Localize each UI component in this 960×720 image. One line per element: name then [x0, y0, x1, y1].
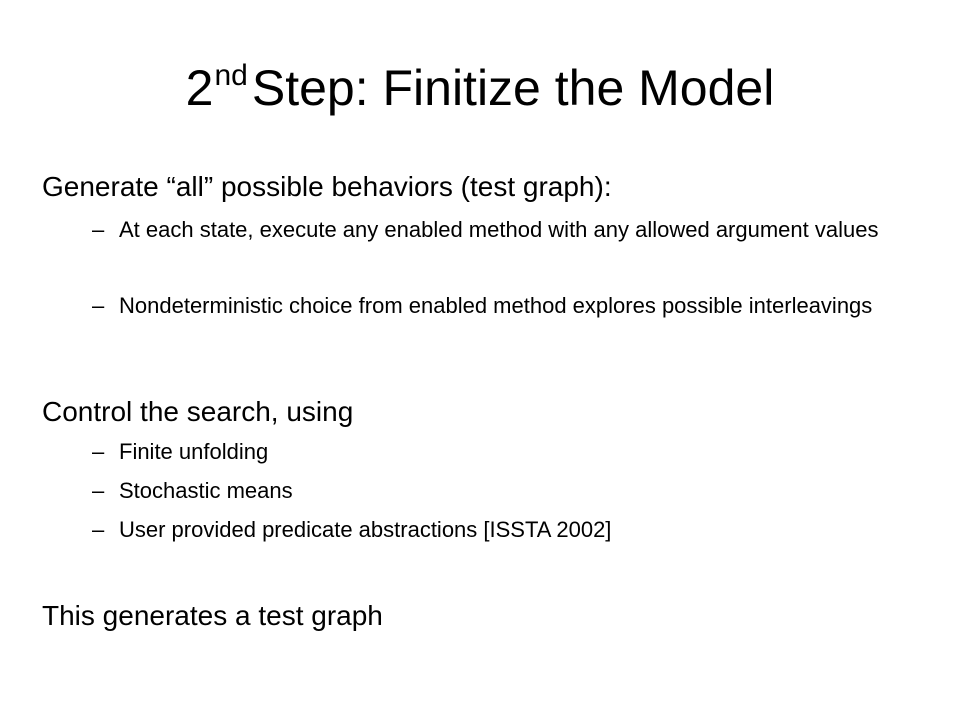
sub-bullet-finite-unfolding	[92, 440, 912, 464]
slide-title	[0, 58, 960, 118]
bullet-control-search: Control the search, using	[42, 396, 354, 427]
dash-marker: –	[92, 293, 105, 318]
dash-marker: –	[92, 478, 105, 503]
title-text: Step: Finitize the Model	[251, 60, 775, 116]
sub-bullet-text: Nondeterministic choice from enabled method explores possible interleavings	[119, 293, 873, 318]
sub-bullet-text: At each state, execute any enabled method with any allowed argument values	[119, 217, 879, 242]
dash-marker: –	[92, 217, 105, 242]
sub-bullet-stochastic-means	[92, 479, 912, 503]
bullet-generate-behaviors: Generate “all” possible behaviors (test graph):	[42, 171, 612, 202]
sub-bullet-execute-methods	[92, 218, 912, 242]
bullet-generates-test-graph: This generates a test graph	[42, 600, 383, 631]
dash-marker: –	[92, 439, 105, 464]
title-ordinal-suffix: nd	[214, 59, 248, 93]
sub-bullet-nondeterministic-choice	[92, 294, 912, 318]
sub-bullet-text: Stochastic means	[119, 478, 293, 503]
dash-marker: –	[92, 517, 105, 542]
title-ordinal: 2	[185, 60, 214, 116]
sub-bullet-predicate-abstractions	[92, 518, 912, 542]
sub-bullet-text: User provided predicate abstractions [ISSTA 2002]	[119, 517, 612, 542]
sub-bullet-text: Finite unfolding	[119, 439, 269, 464]
